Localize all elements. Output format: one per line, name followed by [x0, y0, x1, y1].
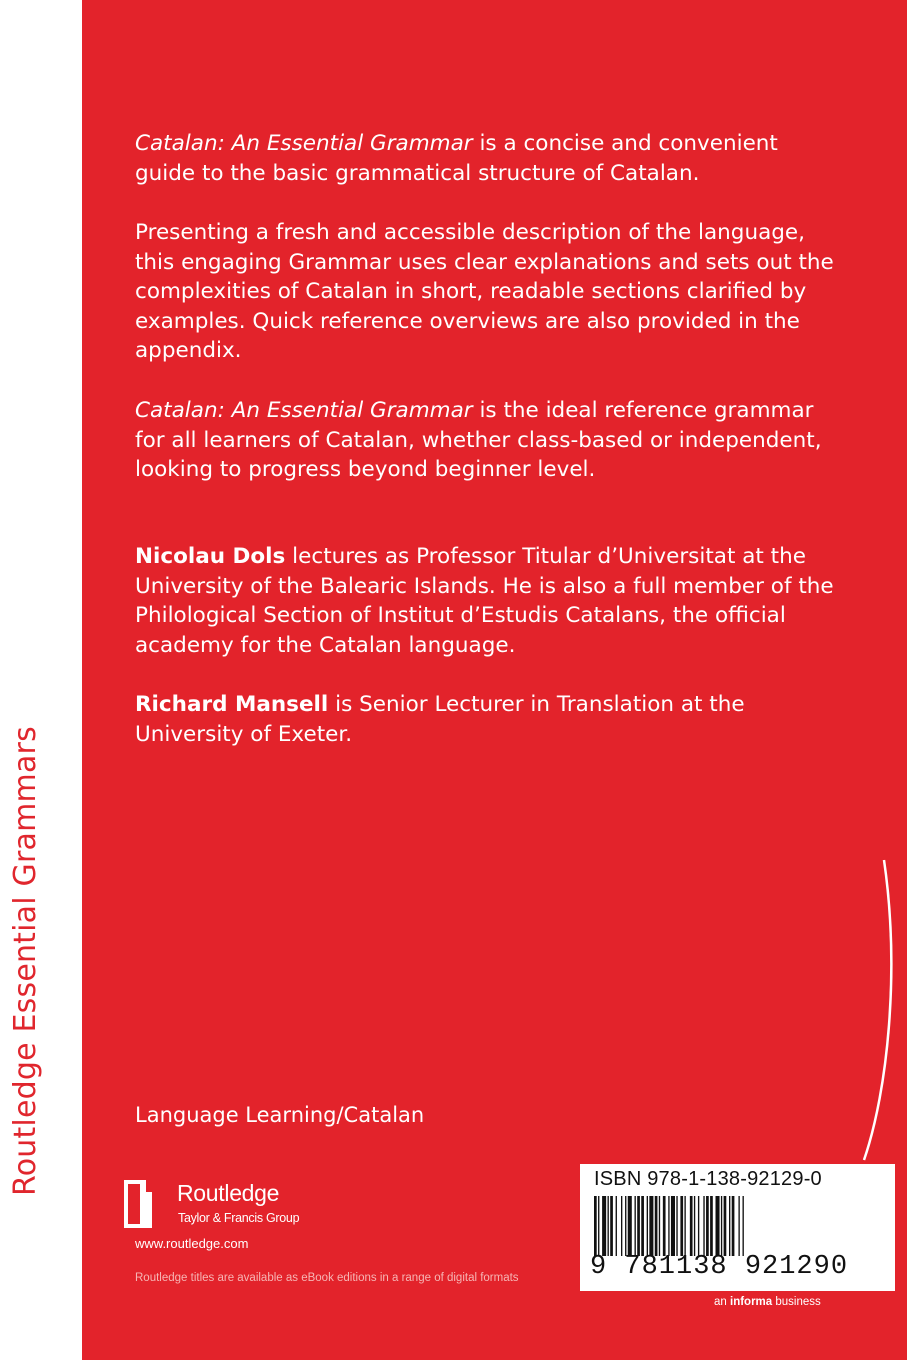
publisher-group: Taylor & Francis Group	[178, 1211, 300, 1225]
publisher-url[interactable]: www.routledge.com	[135, 1236, 249, 1251]
publisher-name: Routledge	[177, 1180, 280, 1206]
book-title: Catalan: An Essential Grammar	[135, 131, 473, 156]
barcode-bars	[594, 1196, 884, 1256]
ebook-note: Routledge titles are available as eBook editions in a range of digital formats	[135, 1272, 519, 1284]
spine	[0, 0, 82, 1360]
routledge-logo-icon	[122, 1178, 154, 1230]
author-bio-dols: Nicolau Dols lectures as Professor Titular d’Universitat at the University of the Balearic Islands. He is also a full member of the Philological Section of Institut d’Estudis Catalans, the official academy for the Catalan language.	[135, 544, 834, 658]
barcode-digits: 9 781138 921290	[590, 1252, 849, 1282]
decorative-curve	[82, 0, 907, 1360]
author-bio-mansell: Richard Mansell is Senior Lecturer in Translation at the University of Exeter.	[135, 692, 745, 747]
book-title: Catalan: An Essential Grammar	[135, 398, 473, 423]
series-title: Routledge Essential Grammars	[8, 726, 43, 1196]
isbn-label: ISBN 978-1-138-92129-0	[594, 1168, 822, 1190]
description-paragraph-3: Catalan: An Essential Grammar is the ideal reference grammar for all learners of Catalan, whether class-based or independent, looking to progress beyond beginner level.	[135, 398, 822, 482]
barcode-box	[580, 1164, 895, 1291]
description-paragraph-1: Catalan: An Essential Grammar is a concise and convenient guide to the basic grammatical structure of Catalan.	[135, 131, 778, 186]
description-paragraph-2: Presenting a fresh and accessible description of the language, this engaging Grammar uses clear explanations and sets out the complexities of Catalan in short, readable sections clarified by examples. Quick reference overviews are also provided in the appendix.	[135, 220, 834, 363]
author-name: Richard Mansell	[135, 692, 329, 717]
subject-category: Language Learning/Catalan	[135, 1103, 425, 1127]
author-name: Nicolau Dols	[135, 544, 286, 569]
informa-business: an informa business	[714, 1296, 821, 1308]
back-cover	[82, 0, 907, 1360]
